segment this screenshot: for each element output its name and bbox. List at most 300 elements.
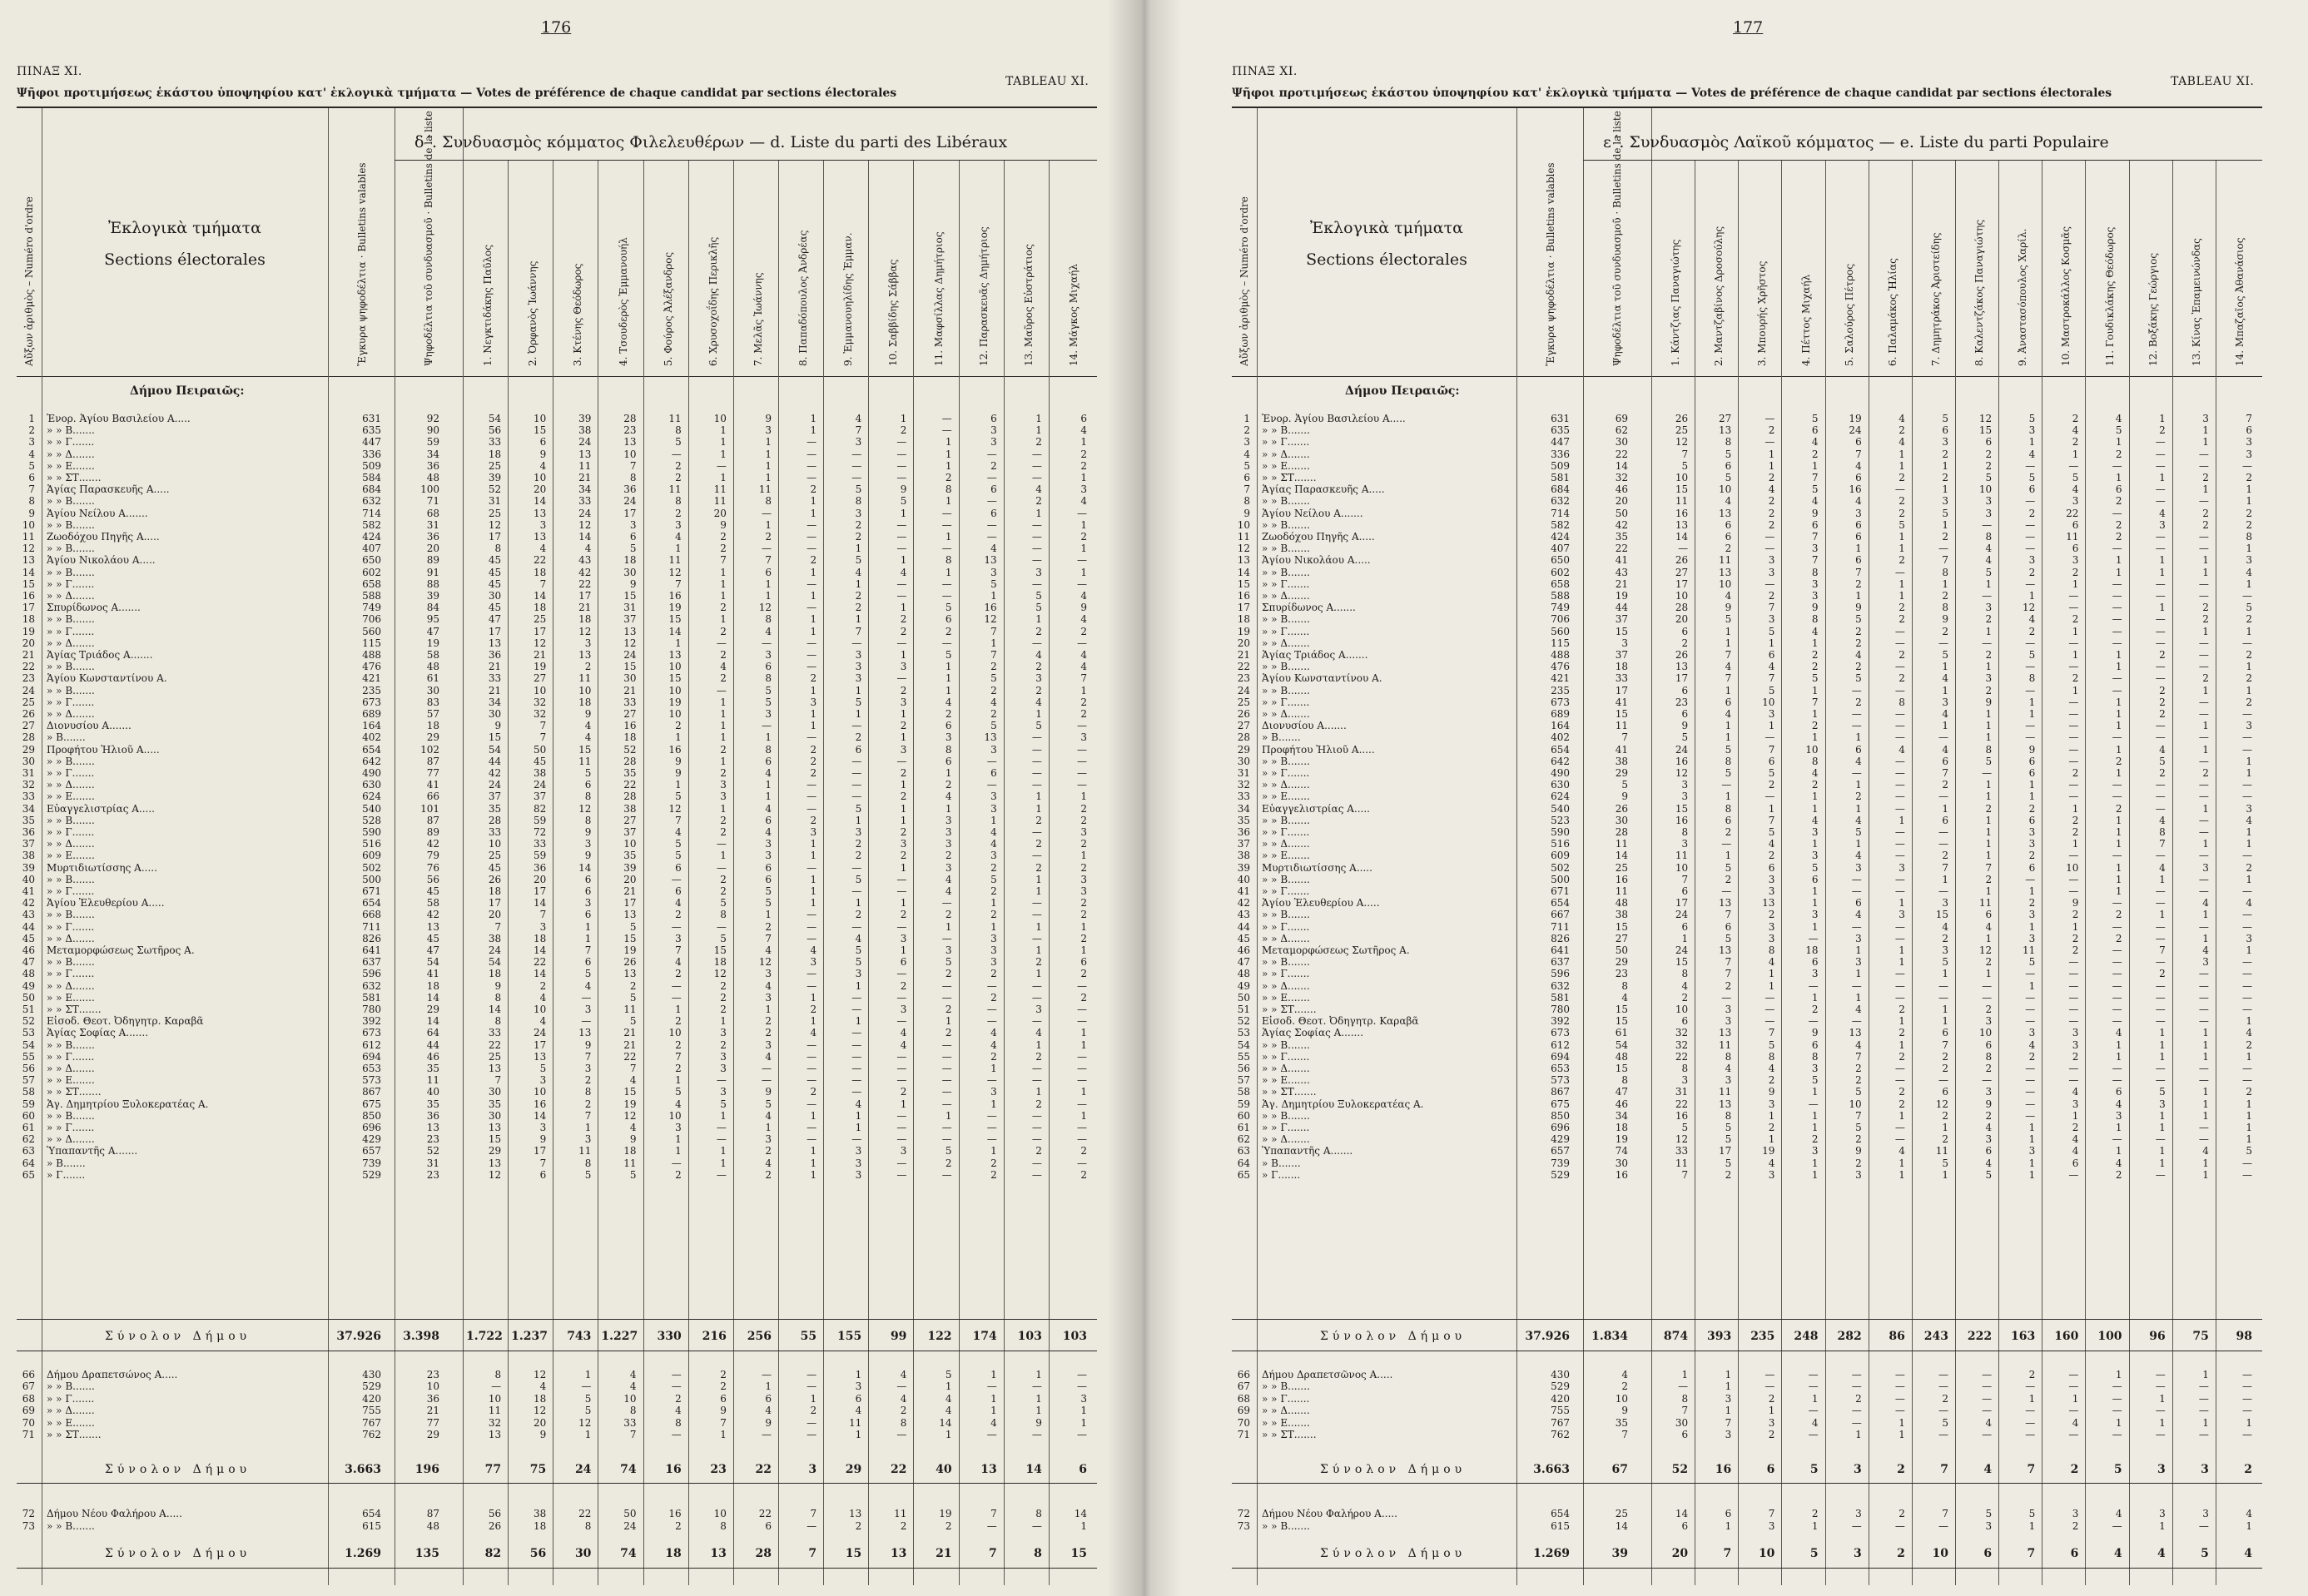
cell-value: 2	[1985, 613, 1993, 626]
cell-value: 64	[426, 1027, 439, 1039]
cell-value: 4	[1855, 1038, 1862, 1051]
cell-value: 2	[720, 826, 727, 838]
total-value: 2	[2244, 1463, 2252, 1476]
row-number: 51	[22, 1004, 35, 1015]
table-row	[17, 1122, 1097, 1133]
cell-value: 77	[426, 767, 439, 779]
cell-value: 18	[534, 1392, 547, 1405]
table-row	[17, 756, 1097, 767]
cell-value: 1	[1725, 1369, 1732, 1380]
cell-value: —	[807, 472, 817, 483]
cell-value: 6	[1985, 1038, 1993, 1051]
cell-value: 1	[584, 1369, 592, 1380]
cell-value: 3	[2246, 436, 2252, 449]
cell-value: 164	[362, 720, 381, 732]
cell-value: 1	[2115, 1122, 2122, 1133]
table-row	[17, 720, 1097, 731]
cell-value: —	[2198, 696, 2209, 708]
cell-value: 2	[2246, 518, 2252, 531]
cell-value: 16	[1675, 507, 1689, 519]
row-number: 44	[1237, 920, 1250, 933]
cell-value: 2	[2072, 826, 2079, 838]
total-value: 10	[1932, 1547, 1948, 1560]
cell-value: —	[986, 779, 997, 791]
municipality-total	[1232, 1329, 2262, 1344]
table-row	[1232, 980, 2262, 992]
cell-value: 5	[2072, 472, 2079, 483]
cell-value: 1	[1811, 897, 1819, 910]
cell-value: —	[1721, 779, 1732, 791]
cell-value: 4	[2159, 814, 2166, 826]
row-number: 62	[1237, 1133, 1250, 1146]
section-name: Ἁγίου Κωνσταντίνου Α.	[1262, 672, 1382, 685]
cell-value: 516	[362, 838, 381, 850]
cell-value: 4	[1811, 495, 1819, 508]
section-name: Ἁγίου Ἐλευθερίου Α.....	[47, 897, 165, 910]
cell-value: 420	[362, 1392, 381, 1405]
cell-value: 2	[1985, 448, 1993, 460]
section-name: » » Γ.......	[47, 577, 95, 590]
cell-value: 4	[1985, 1416, 1993, 1429]
cell-value: 235	[362, 684, 381, 696]
cell-value: 15	[623, 1086, 637, 1098]
cell-value: 1	[1855, 944, 1862, 956]
cell-value: —	[2025, 495, 2036, 508]
cell-value: 2	[945, 1004, 952, 1015]
cell-value: 1	[675, 1004, 682, 1015]
cell-value: 2	[1942, 590, 1948, 602]
cell-value: —	[807, 932, 817, 944]
row-number: 6	[1243, 472, 1250, 483]
row-number: 32	[1237, 779, 1250, 791]
cell-value: 1	[2246, 1050, 2252, 1063]
section-name: » Β.......	[47, 1157, 86, 1169]
table-row	[1232, 543, 2262, 554]
cell-value: 1	[1811, 731, 1819, 744]
cell-value: 6	[1080, 413, 1087, 424]
cell-value: 2	[1899, 507, 1905, 519]
cell-value: 624	[362, 791, 381, 803]
cell-value: 1	[2159, 1416, 2166, 1429]
cell-value: —	[941, 1038, 952, 1051]
cell-value: —	[2155, 1405, 2166, 1417]
cell-value: —	[1076, 1004, 1087, 1015]
section-name: » » ΣΤ.......	[47, 472, 102, 483]
cell-value: —	[1031, 637, 1042, 649]
row-number: 29	[22, 743, 35, 756]
cell-value: —	[896, 531, 907, 543]
cell-value: 7	[539, 577, 547, 590]
cell-value: 6	[1681, 1520, 1689, 1532]
total-value: 3.398	[403, 1330, 439, 1343]
cell-value: 1	[2159, 1027, 2166, 1039]
row-number: 2	[1243, 424, 1250, 437]
section-name: » » Γ.......	[1262, 577, 1310, 590]
cell-value: 1	[1035, 1369, 1042, 1380]
cell-value: 54	[488, 743, 502, 756]
row-number: 35	[1237, 814, 1250, 826]
cell-value: 20	[623, 873, 637, 885]
row-number: 46	[1237, 944, 1250, 956]
cell-value: 1	[1725, 684, 1732, 696]
cell-value: 336	[362, 448, 381, 460]
cell-value: 37	[1615, 613, 1628, 626]
cell-value: 6	[765, 873, 772, 885]
cell-value: 2	[1768, 779, 1775, 791]
cell-value: 3	[1855, 932, 1862, 944]
cell-value: 7	[1811, 696, 1819, 708]
cell-value: 1	[2028, 885, 2036, 897]
cell-value: 1	[2202, 909, 2209, 921]
cell-value: —	[851, 637, 862, 649]
cell-value: 2	[900, 1520, 907, 1532]
cell-value: 7	[1725, 1416, 1732, 1429]
cell-value: 14	[1615, 850, 1628, 862]
total-value: 37.926	[1525, 1330, 1570, 1343]
cell-value: 6	[584, 956, 592, 969]
cell-value: 27	[623, 814, 637, 826]
cell-value: 3	[945, 944, 952, 956]
cell-value: 1	[1899, 944, 1905, 956]
section-name: » » Γ.......	[1262, 968, 1310, 980]
cell-value: 4	[765, 826, 772, 838]
cell-value: 1	[945, 802, 952, 815]
row-number: 9	[1243, 507, 1250, 519]
cell-value: 9	[1985, 1098, 1993, 1110]
cell-value: 2	[1942, 1050, 1948, 1063]
page-number: 176	[541, 18, 572, 37]
section-name: Διονυσίου Α.......	[47, 720, 132, 732]
cell-value: 1	[855, 1015, 862, 1028]
cell-value: 3	[765, 1038, 772, 1051]
cell-value: 1	[1725, 791, 1732, 803]
row-number: 40	[1237, 873, 1250, 885]
cell-value: 9	[1811, 1027, 1819, 1039]
table-row	[17, 862, 1097, 874]
cell-value: 9	[1621, 1405, 1628, 1417]
cell-value: —	[2155, 1063, 2166, 1074]
section-name: » » Δ.......	[47, 1405, 95, 1417]
cell-value: —	[1031, 743, 1042, 756]
cell-value: —	[851, 1050, 862, 1063]
cell-value: 1	[2115, 436, 2122, 449]
candidate-name-7: 7. Μελᾶς Ἰωάννης	[752, 272, 764, 366]
cell-value: 1	[765, 590, 772, 602]
cell-value: 1	[1942, 684, 1948, 696]
table-row	[17, 1380, 1097, 1392]
cell-value: 14	[578, 531, 592, 543]
cell-value: 33	[488, 436, 502, 449]
cell-value: 12	[2023, 602, 2036, 614]
table-row	[17, 956, 1097, 968]
cell-value: —	[716, 1168, 727, 1181]
cell-value: 2	[2246, 649, 2252, 661]
table-label-fr: TABLEAU XI.	[2171, 75, 2255, 88]
cell-value: —	[1031, 459, 1042, 472]
cell-value: 2	[945, 625, 952, 637]
cell-value: 10	[1615, 1392, 1628, 1405]
cell-value: 1	[1855, 590, 1862, 602]
page-right	[1140, 0, 2308, 1596]
cell-value: 2	[900, 979, 907, 992]
cell-value: 17	[1615, 684, 1628, 696]
cell-value: 2	[1768, 507, 1775, 519]
cell-value: 6	[1725, 459, 1732, 472]
total-value: 1.227	[601, 1330, 638, 1343]
table-row	[1232, 531, 2262, 543]
cell-value: —	[2241, 590, 2252, 602]
cell-value: 2	[1855, 791, 1862, 803]
cell-value: 20	[488, 909, 502, 921]
cell-value: 1	[2202, 684, 2209, 696]
cell-value: 3	[1811, 543, 1819, 555]
cell-value: —	[2198, 1074, 2209, 1087]
cell-value: —	[2155, 897, 2166, 910]
cell-value: 17	[488, 625, 502, 637]
cell-value: 2	[765, 920, 772, 933]
cell-value: 5	[1725, 767, 1732, 779]
cell-value: 2	[900, 791, 907, 803]
cell-value: 7	[539, 1157, 547, 1169]
row-number: 68	[22, 1392, 35, 1405]
cell-value: —	[1982, 518, 1993, 531]
cell-value: 9	[629, 1133, 637, 1146]
cell-value: 6	[2072, 543, 2079, 555]
cell-value: 1	[2072, 625, 2079, 637]
cell-value: 2	[1985, 802, 1993, 815]
cell-value: 3	[1811, 968, 1819, 980]
cell-value: 7	[629, 1429, 637, 1440]
cell-value: 18	[534, 602, 547, 614]
cell-value: —	[2155, 436, 2166, 449]
section-name: Μεταμορφώσεως Σωτῆρος Α.	[1262, 944, 1410, 956]
row-number: 10	[1237, 518, 1250, 531]
cell-value: 5	[584, 968, 592, 980]
cell-value: 1	[2115, 885, 2122, 897]
cell-value: 1	[1811, 459, 1819, 472]
cell-value: 8	[765, 743, 772, 756]
cell-value: 1	[2246, 684, 2252, 696]
cell-value: 11	[426, 1074, 439, 1087]
cell-value: —	[1894, 802, 1905, 815]
cell-value: 7	[584, 1109, 592, 1122]
cell-value: 2	[1080, 1168, 1087, 1181]
cell-value: 32	[488, 1416, 502, 1429]
cell-value: 1	[765, 1122, 772, 1133]
cell-value: 3	[900, 932, 907, 944]
cell-value: 3	[2246, 720, 2252, 732]
cell-value: 3	[539, 1074, 547, 1087]
cell-value: 3	[1985, 1133, 1993, 1146]
candidate-name-2: 2. Ὀρφανὸς Ἰωάννης	[527, 260, 539, 366]
cell-value: 1	[1985, 885, 1993, 897]
cell-value: 476	[362, 661, 381, 673]
cell-value: 15	[1615, 625, 1628, 637]
cell-value: —	[1982, 1392, 1993, 1405]
cell-value: 668	[362, 909, 381, 921]
cell-value: 3	[720, 1086, 727, 1098]
cell-value: 3	[1768, 566, 1775, 578]
table-subtitle: Ψῆφοι προτιμήσεως ἑκάστου ὑποψηφίου κατ' ἐκλογικὰ τμήματα — Votes de préférence de chaque candidat par sections électorales	[1232, 87, 2112, 100]
table-row	[1232, 472, 2262, 483]
section-name: » » Γ.......	[47, 436, 95, 449]
cell-value: —	[807, 577, 817, 590]
cell-value: 3	[1811, 577, 1819, 590]
cell-value: —	[851, 779, 862, 791]
table-row	[17, 708, 1097, 720]
cell-value: 8	[1811, 613, 1819, 626]
cell-value: 1	[720, 472, 727, 483]
cell-value: 5	[1725, 1133, 1732, 1146]
section-name: Εἰσοδ. Θεοτ. Ὀδηγητρ. Καραβᾶ	[1262, 1015, 1419, 1028]
cell-value: —	[1851, 1380, 1862, 1393]
cell-value: 2	[1985, 1004, 1993, 1015]
cell-value: 1	[2202, 1157, 2209, 1169]
cell-value: 5	[584, 1392, 592, 1405]
cell-value: 5	[1768, 625, 1775, 637]
cell-value: 12	[758, 602, 772, 614]
cell-value: —	[2068, 850, 2079, 862]
cell-value: 9	[2028, 743, 2036, 756]
cell-value: 45	[488, 566, 502, 578]
cell-value: —	[896, 885, 907, 897]
cell-value: —	[2025, 1405, 2036, 1417]
cell-value: 8	[1725, 755, 1732, 767]
cell-value: —	[2112, 944, 2122, 956]
cell-value: —	[1894, 637, 1905, 649]
cell-value: 4	[1768, 956, 1775, 969]
cell-value: 5	[2159, 1086, 2166, 1098]
row-number: 24	[1237, 684, 1250, 696]
cell-value: 7	[720, 554, 727, 567]
cell-value: 32	[534, 696, 547, 708]
rule-header-bottom	[17, 376, 1097, 377]
cell-value: 2	[900, 850, 907, 862]
cell-value: 7	[810, 1508, 817, 1519]
cell-value: —	[807, 543, 817, 555]
cell-value: 2	[1942, 779, 1948, 791]
cell-value: —	[2112, 791, 2122, 803]
cell-value: 19	[668, 602, 682, 614]
cell-value: 14	[534, 590, 547, 602]
table-row	[17, 613, 1097, 625]
cell-value: 12	[713, 968, 727, 980]
cell-value: 12	[758, 956, 772, 969]
cell-value: 407	[1551, 543, 1570, 555]
cell-value: 1	[720, 802, 727, 815]
cell-value: 5	[1725, 1122, 1732, 1133]
cell-value: 1	[2202, 1050, 2209, 1063]
cell-value: —	[2068, 1015, 2079, 1028]
cell-value: 9	[900, 483, 907, 496]
cell-value: 1	[720, 1015, 727, 1028]
cell-value: 2	[1035, 625, 1042, 637]
row-number: 64	[1237, 1157, 1250, 1169]
cell-value: 15	[1615, 920, 1628, 933]
cell-value: 1	[2159, 909, 2166, 921]
cell-value: —	[716, 1074, 727, 1087]
cell-value: 430	[362, 1369, 381, 1380]
cell-value: —	[1894, 483, 1905, 496]
cell-value: 28	[623, 413, 637, 424]
cell-value: —	[851, 755, 862, 767]
cell-value: 9	[1855, 602, 1862, 614]
cell-value: 5	[1681, 459, 1689, 472]
cell-value: —	[986, 495, 997, 508]
cell-value: —	[671, 1429, 682, 1440]
cell-value: 4	[584, 979, 592, 992]
cell-value: 1	[2072, 838, 2079, 850]
cell-value: 2	[1768, 495, 1775, 508]
cell-value: 8	[494, 1369, 502, 1380]
cell-value: 14	[578, 861, 592, 874]
cell-value: 9	[584, 850, 592, 862]
cell-value: 1	[855, 613, 862, 626]
cell-value: 3	[1942, 897, 1948, 910]
cell-value: —	[851, 472, 862, 483]
cell-value: —	[941, 1086, 952, 1098]
cell-value: 26	[623, 956, 637, 969]
cell-value: —	[851, 448, 862, 460]
cell-value: 13	[426, 920, 439, 933]
cell-value: 3	[900, 743, 907, 756]
section-name: » » Β.......	[1262, 873, 1310, 885]
cell-value: 7	[1811, 531, 1819, 543]
cell-value: —	[896, 1063, 907, 1074]
cell-value: 23	[1615, 968, 1628, 980]
cell-value: —	[986, 1520, 997, 1532]
cell-value: 7	[494, 1074, 502, 1087]
cell-value: 50	[623, 1508, 637, 1519]
total-value: 99	[890, 1330, 907, 1343]
cell-value: 21	[578, 472, 592, 483]
cell-value: 1	[855, 1369, 862, 1380]
cell-value: 7	[1621, 1429, 1628, 1440]
cell-value: 560	[362, 625, 381, 637]
cell-value: 1	[900, 1098, 907, 1110]
cell-value: 650	[1551, 554, 1570, 567]
cell-value: 1	[2028, 708, 2036, 720]
cell-value: 2	[1080, 932, 1087, 944]
cell-value: —	[2025, 637, 2036, 649]
cell-value: —	[2241, 979, 2252, 992]
cell-value: 430	[1551, 1369, 1570, 1380]
section-name: » » Δ.......	[1262, 448, 1310, 460]
cell-value: 3	[855, 968, 862, 980]
cell-value: 13	[1719, 424, 1732, 437]
cell-value: 14	[488, 1004, 502, 1015]
cell-value: —	[2198, 543, 2209, 555]
cell-value: —	[2198, 1133, 2209, 1146]
cell-value: 12	[534, 1405, 547, 1417]
cell-value: —	[2198, 590, 2209, 602]
cell-value: —	[2198, 495, 2209, 508]
cell-value: 6	[990, 413, 997, 424]
cell-value: 7	[990, 649, 997, 661]
cell-value: 6	[765, 755, 772, 767]
cell-value: 612	[1551, 1038, 1570, 1051]
cell-value: —	[2198, 873, 2209, 885]
cell-value: 2	[1035, 661, 1042, 673]
cell-value: 1	[1942, 873, 1948, 885]
table-row	[1232, 460, 2262, 472]
cell-value: 581	[1551, 991, 1570, 1004]
cell-value: 36	[534, 861, 547, 874]
total-value: 1.237	[511, 1330, 548, 1343]
cell-value: 2	[1899, 1098, 1905, 1110]
cell-value: 7	[1681, 1405, 1689, 1417]
cell-value: —	[1982, 1429, 1993, 1440]
